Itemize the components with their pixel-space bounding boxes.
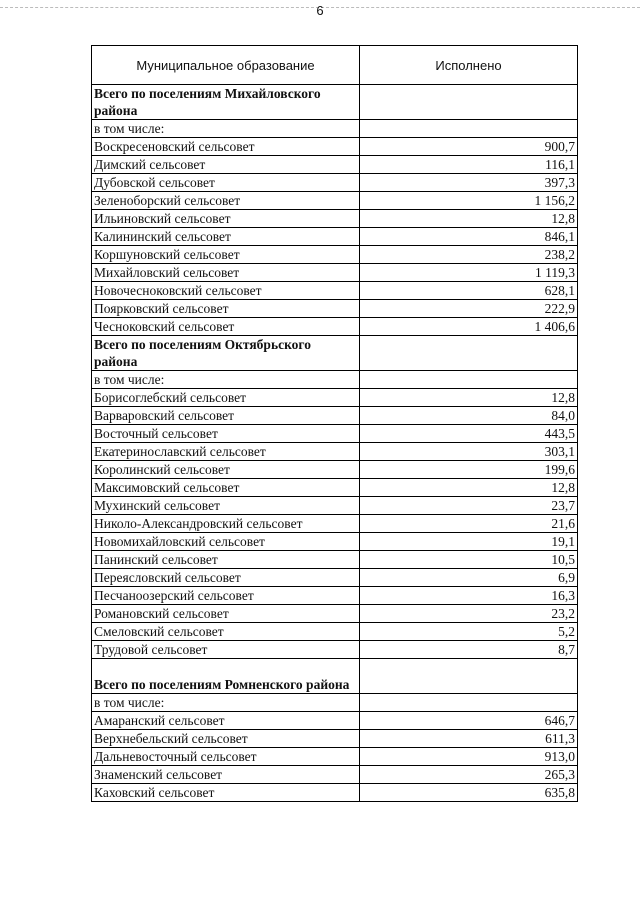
municipality-name: Восточный сельсовет bbox=[92, 425, 360, 443]
executed-value: 265,3 bbox=[360, 766, 578, 784]
executed-value: 646,7 bbox=[360, 712, 578, 730]
executed-value bbox=[360, 659, 578, 694]
executed-value: 10,5 bbox=[360, 551, 578, 569]
municipality-name: Димский сельсовет bbox=[92, 156, 360, 174]
municipality-name: Всего по поселениям Октябрьского района bbox=[92, 336, 360, 371]
municipality-name: Всего по поселениям Михайловского района bbox=[92, 85, 360, 120]
table-row bbox=[92, 784, 578, 802]
executed-value: 303,1 bbox=[360, 443, 578, 461]
table-row bbox=[92, 156, 578, 174]
municipality-name: Воскресеновский сельсовет bbox=[92, 138, 360, 156]
executed-value: 1 119,3 bbox=[360, 264, 578, 282]
table-subheader-row bbox=[92, 694, 578, 712]
table-row bbox=[92, 389, 578, 407]
column-header-municipality: Муниципальное образование bbox=[92, 46, 360, 85]
executed-value: 16,3 bbox=[360, 587, 578, 605]
executed-value: 8,7 bbox=[360, 641, 578, 659]
executed-value: 846,1 bbox=[360, 228, 578, 246]
table-subheader-row bbox=[92, 371, 578, 389]
table-group-row bbox=[92, 85, 578, 120]
executed-value: 23,7 bbox=[360, 497, 578, 515]
municipality-name: Максимовский сельсовет bbox=[92, 479, 360, 497]
table-row bbox=[92, 641, 578, 659]
table-row bbox=[92, 623, 578, 641]
table-row bbox=[92, 318, 578, 336]
municipality-name: Песчаноозерский сельсовет bbox=[92, 587, 360, 605]
table-row bbox=[92, 551, 578, 569]
municipality-name: в том числе: bbox=[92, 371, 360, 389]
municipality-name: Дальневосточный сельсовет bbox=[92, 748, 360, 766]
table-group-row bbox=[92, 336, 578, 371]
table-row bbox=[92, 210, 578, 228]
table-header-row bbox=[92, 46, 578, 85]
executed-value: 199,6 bbox=[360, 461, 578, 479]
municipality-name: Новочесноковский сельсовет bbox=[92, 282, 360, 300]
executed-value: 628,1 bbox=[360, 282, 578, 300]
municipality-name: Королинский сельсовет bbox=[92, 461, 360, 479]
executed-value: 913,0 bbox=[360, 748, 578, 766]
executed-value: 5,2 bbox=[360, 623, 578, 641]
municipality-name: Чесноковский сельсовет bbox=[92, 318, 360, 336]
municipality-name: Зеленоборский сельсовет bbox=[92, 192, 360, 210]
table-row bbox=[92, 479, 578, 497]
executed-value: 1 406,6 bbox=[360, 318, 578, 336]
executed-value bbox=[360, 120, 578, 138]
execution-table bbox=[91, 45, 578, 802]
municipality-name: в том числе: bbox=[92, 694, 360, 712]
municipality-name: Смеловский сельсовет bbox=[92, 623, 360, 641]
municipality-name: Трудовой сельсовет bbox=[92, 641, 360, 659]
municipality-name: Калининский сельсовет bbox=[92, 228, 360, 246]
executed-value: 21,6 bbox=[360, 515, 578, 533]
municipality-name: Знаменский сельсовет bbox=[92, 766, 360, 784]
table-row bbox=[92, 569, 578, 587]
municipality-name: Варваровский сельсовет bbox=[92, 407, 360, 425]
table-row bbox=[92, 264, 578, 282]
table-row bbox=[92, 174, 578, 192]
municipality-name: Поярковский сельсовет bbox=[92, 300, 360, 318]
table-subheader-row bbox=[92, 120, 578, 138]
table-row bbox=[92, 282, 578, 300]
table-row bbox=[92, 425, 578, 443]
table-row bbox=[92, 228, 578, 246]
executed-value: 84,0 bbox=[360, 407, 578, 425]
executed-value: 116,1 bbox=[360, 156, 578, 174]
table-row bbox=[92, 138, 578, 156]
executed-value: 397,3 bbox=[360, 174, 578, 192]
table-row bbox=[92, 461, 578, 479]
municipality-name: Екатеринославский сельсовет bbox=[92, 443, 360, 461]
table-row bbox=[92, 300, 578, 318]
executed-value bbox=[360, 371, 578, 389]
municipality-name: Амаранский сельсовет bbox=[92, 712, 360, 730]
municipality-name: Каховский сельсовет bbox=[92, 784, 360, 802]
municipality-name: Дубовской сельсовет bbox=[92, 174, 360, 192]
executed-value: 12,8 bbox=[360, 210, 578, 228]
executed-value: 12,8 bbox=[360, 389, 578, 407]
municipality-name: Верхнебельский сельсовет bbox=[92, 730, 360, 748]
table-row bbox=[92, 246, 578, 264]
municipality-name: Борисоглебский сельсовет bbox=[92, 389, 360, 407]
table-row bbox=[92, 766, 578, 784]
municipality-name: Мухинский сельсовет bbox=[92, 497, 360, 515]
executed-value bbox=[360, 336, 578, 371]
municipality-name: Переясловский сельсовет bbox=[92, 569, 360, 587]
table-row bbox=[92, 587, 578, 605]
municipality-name: в том числе: bbox=[92, 120, 360, 138]
municipality-name: Михайловский сельсовет bbox=[92, 264, 360, 282]
executed-value: 611,3 bbox=[360, 730, 578, 748]
table-row bbox=[92, 605, 578, 623]
table-row bbox=[92, 497, 578, 515]
municipality-name: Всего по поселениям Ромненского района bbox=[92, 659, 360, 694]
executed-value bbox=[360, 694, 578, 712]
executed-value bbox=[360, 85, 578, 120]
municipality-name: Панинский сельсовет bbox=[92, 551, 360, 569]
table-row bbox=[92, 192, 578, 210]
executed-value: 443,5 bbox=[360, 425, 578, 443]
table-row bbox=[92, 730, 578, 748]
municipality-name: Николо-Александровский сельсовет bbox=[92, 515, 360, 533]
table-row bbox=[92, 712, 578, 730]
executed-value: 19,1 bbox=[360, 533, 578, 551]
table-row bbox=[92, 748, 578, 766]
executed-value: 23,2 bbox=[360, 605, 578, 623]
page-number: 6 bbox=[316, 3, 324, 18]
table-row bbox=[92, 515, 578, 533]
executed-value: 635,8 bbox=[360, 784, 578, 802]
table-group-row bbox=[92, 659, 578, 694]
executed-value: 238,2 bbox=[360, 246, 578, 264]
executed-value: 222,9 bbox=[360, 300, 578, 318]
municipality-name: Коршуновский сельсовет bbox=[92, 246, 360, 264]
column-header-executed: Исполнено bbox=[360, 46, 578, 85]
table-row bbox=[92, 443, 578, 461]
municipality-name: Романовский сельсовет bbox=[92, 605, 360, 623]
table-row bbox=[92, 407, 578, 425]
executed-value: 12,8 bbox=[360, 479, 578, 497]
table-row bbox=[92, 533, 578, 551]
executed-value: 1 156,2 bbox=[360, 192, 578, 210]
executed-value: 900,7 bbox=[360, 138, 578, 156]
municipality-name: Новомихайловский сельсовет bbox=[92, 533, 360, 551]
table-body bbox=[92, 85, 578, 802]
executed-value: 6,9 bbox=[360, 569, 578, 587]
municipality-name: Ильиновский сельсовет bbox=[92, 210, 360, 228]
